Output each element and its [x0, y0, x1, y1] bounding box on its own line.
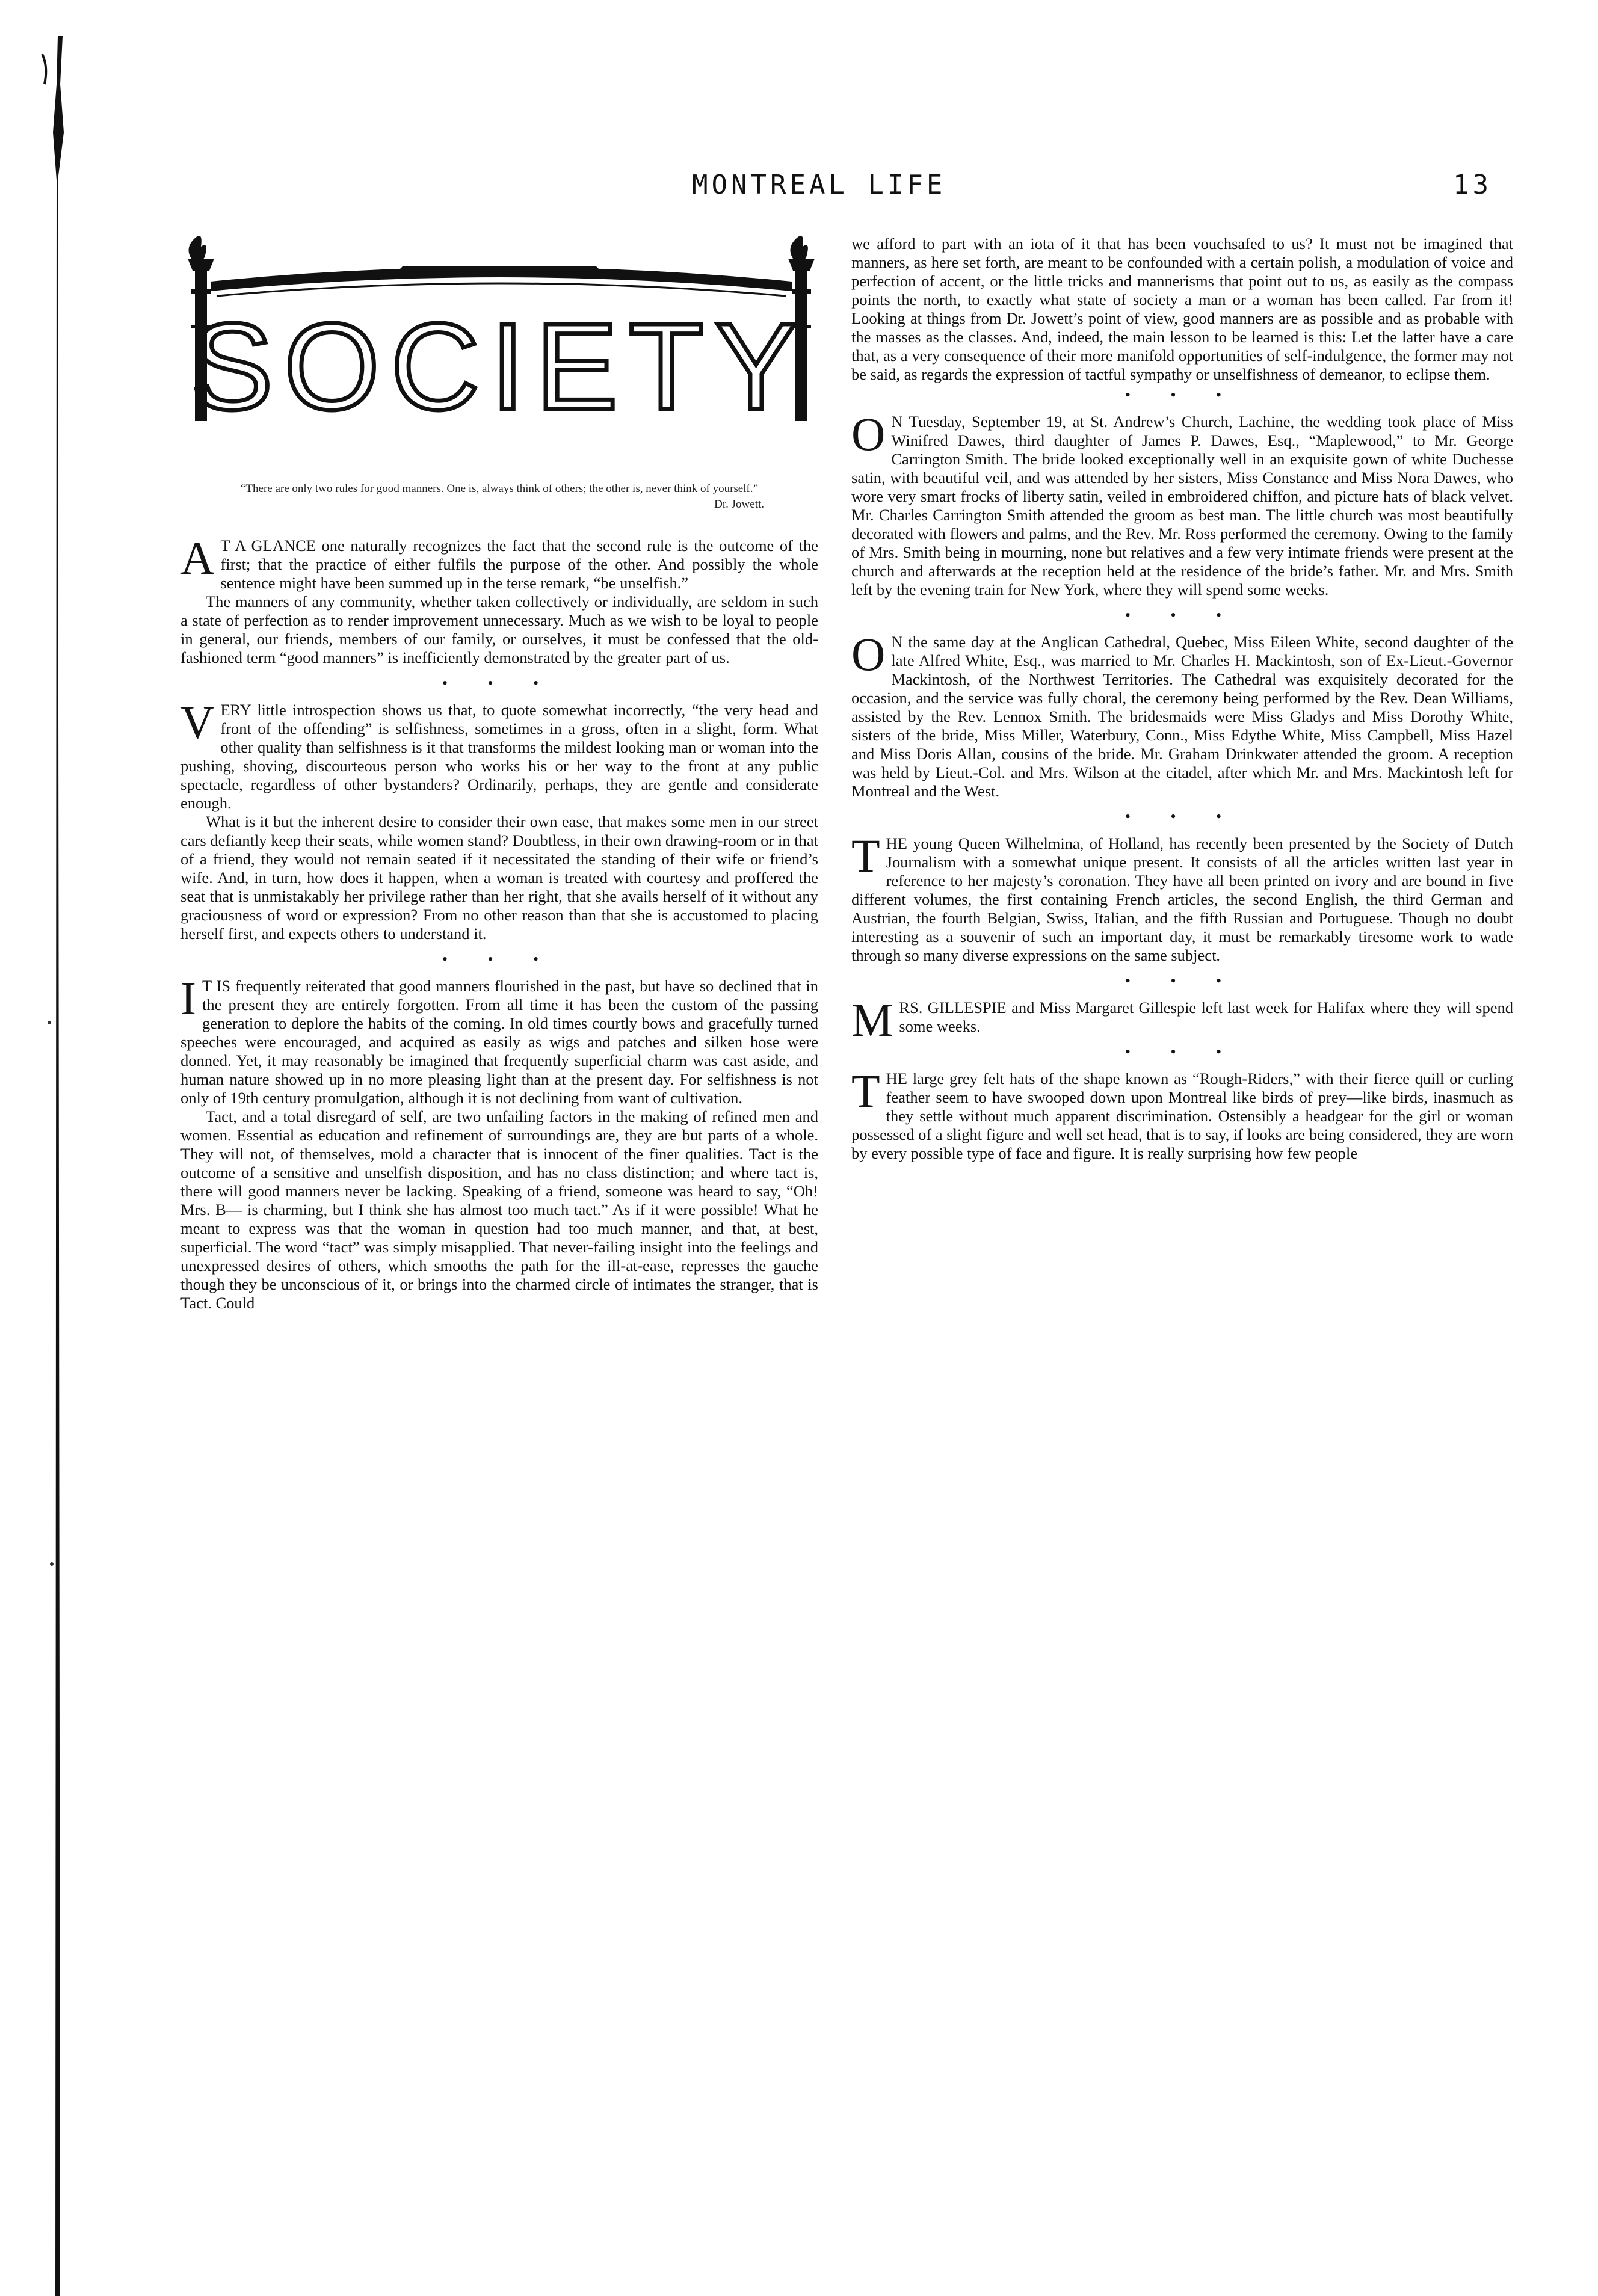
dropcap: O	[851, 408, 886, 460]
dropcap: O	[851, 628, 886, 680]
tact-paragraph: Tact, and a total disregard of self, are two unfailing factors in the making of refined men and women. Essential as education and refinement of surroundings are, they are but parts of a whole. They will not, of themselves, mold a character that is innocent of the finer qualities. Tact is the outcome of a sensitive and unselfish disposition, and has no class distinction; and where tact is, there will good manners never be lacking. Speaking of a friend, someone was heard to say, “Oh! Mrs. B— is charming, but I think she has almost too much tact.” As if it were possible! What he meant to express was that the woman in question had too much manner, and that, at best, superficial. The word “tact” was simply misapplied. That never-failing insight into the feelings and unexpressed desires of others, which smooths the path for the ill-at-ease, represses the gauche though they be unconscious of it, or brings into the charmed circle of intimates the stranger, that is Tact. Could	[180, 1107, 818, 1312]
section-separator: • • •	[442, 674, 557, 692]
dawes-wedding-paragraph: O N Tuesday, September 19, at St. Andrew’s Church, Lachine, the wedding took place of Miss Winifred Dawes, third daughter of James P. Dawes, Esq., “Maplewood,” to Mr. George Carrington Smith. The bride looked exceptionally well in an exquisite gown of white Duchesse satin, with beautiful veil, and was attended by her sisters, Miss Constance and Miss Nora Dawes, who wore very smart frocks of liberty satin, veiled in embroidered chiffon, and picture hats of black velvet. Mr. Charles Carrington Smith attended the groom as best man. The little church was most beautifully decorated with flowers and palms, and the Rev. Mr. Ross performed the ceremony. Owing to the family of Mrs. Smith being in mourning, none but relatives and a few very intimate friends were present at the church and afterwards at the reception held at the residence of the bride’s father. Mr. and Mrs. Smith left by the evening train for New York, where they will spend some weeks.	[851, 408, 1513, 599]
manners-paragraph: The manners of any community, whether taken collectively or individually, are seldom in such a state of perfection as to render improvement unnecessary. Much as we wish to be loyal to people in general, our friends, members of our family, or ourselves, it must be confessed that the old-fashioned term “good manners” is inefficiently demonstrated by the greater part of us.	[180, 592, 818, 666]
page-number: 13	[1453, 170, 1492, 200]
dropcap: M	[851, 994, 893, 1046]
hats-paragraph: THE large grey felt hats of the shape known as “Rough-Riders,” with their fierce quill or curling feather seem to have swooped down upon Montreal like birds of prey—like birds, inasmuch as they settle without much apparent discrimination. Ostensibly a headgear for the girl or woman possessed of a slight figure and well set head, that is to say, if looks are being considered, they are worn by every possible type of face and figure. It is really surprising how few people	[851, 1065, 1513, 1162]
introspection-paragraph: VERY little introspection shows us that, to quote somewhat incorrectly, “the very head and front of the offending” is selfishness, sometimes in a gross, often in a slight, form. What other quality than selfishness is it that transforms the mildest looking man or woman into the pushing, shoving, discourteous person who works his or her way to the front at any public spectacle, regardless of other bystanders? Ordinarily, perhaps, they are gentle and considerate enough.	[180, 696, 818, 812]
left-column	[180, 532, 818, 1313]
society-logo	[180, 229, 818, 433]
wilhelmina-paragraph: THE young Queen Wilhelmina, of Holland, has recently been presented by the Society of Dutch Journalism with a somewhat unique present. It consists of all the articles written last year in reference to her majesty’s coronation. They have all been printed on ivory and are bound in five different volumes, the first containing French articles, the second English, the third German and Austrian, the fourth Belgian, Swiss, Italian, and the fifth Russian and Portuguese. Though no doubt interesting as a souvenir of such an important day, it must be remarkably tiresome work to wade through so many diverse expressions on the same subject.	[851, 829, 1513, 964]
page-binding-edge	[0, 0, 78, 2296]
glance-paragraph: A T A GLANCE one naturally recognizes the fact that the second rule is the outcome of the first; that the practice of either fulfils the purpose of the other. And possibly the whole sentence might have been summed up in the terse remark, “be unselfish.”	[180, 532, 818, 592]
right-column	[851, 235, 1513, 1163]
dropcap: V	[180, 696, 215, 748]
section-separator: • • •	[1124, 606, 1240, 624]
white-wedding-paragraph: O N the same day at the Anglican Cathedral, Quebec, Miss Eileen White, second daughter of the late Alfred White, Esq., was married to Mr. Charles H. Mackintosh, son of Ex-Lieut.-Governor Mackintosh, of the Northwest Territories. The Cathedral was exquisitely decorated for the occasion, and the service was fully choral, the ceremony being performed by the Rev. Dean Williams, assisted by the Rev. Lennox Smith. The bridesmaids were Miss Gladys and Miss Dorothy White, sisters of the bride, Miss Miller, Waterbury, Conn., Miss Edythe White, Miss Campbell, Miss Hazel and Miss Doris Allan, cousins of the bride. Mr. Graham Drinkwater attended the groom. A reception was held by Lieut.-Col. and Mrs. Wilson at the citadel, after which Mr. and Mrs. Mackintosh left for Montreal and the West.	[851, 628, 1513, 800]
dropcap: T	[851, 1065, 880, 1117]
logo-wordmark: SOCIETY	[191, 298, 808, 433]
section-separator: • • •	[1124, 1043, 1240, 1060]
section-separator: • • •	[442, 950, 557, 968]
section-separator: • • •	[1124, 972, 1240, 989]
epigraph	[199, 481, 800, 512]
section-separator: • • •	[1124, 808, 1240, 825]
dropcap: A	[180, 532, 215, 584]
publication-title: MONTREAL LIFE	[692, 170, 946, 200]
running-header	[692, 170, 1504, 206]
dropcap: I	[180, 972, 196, 1024]
continuation-paragraph: we afford to part with an iota of it that has been vouchsafed to us? It must not be imagined that manners, as here set forth, are meant to be confounded with a certain polish, a modulation of voice and perfection of accent, or the little tricks and mannerisms that point out to us, as easily as the compass points the north, to exactly what state of society a man or a woman has been called. Far from it! Looking at things from Dr. Jowett’s point of view, good manners are as possible and as probable with the masses as the classes. And, indeed, the main lesson to be learned is this: Let the latter have a care that, as a very consequence of their more manifold opportunities of self-indulgence, the former may not be said, as regards the expression of tactful sympathy or unselfishness of demeanor, to eclipse them.	[851, 235, 1513, 383]
epigraph-text: “There are only two rules for good manners. One is, always think of others; the other is, never think of yourself.”	[240, 482, 759, 495]
dropcap: T	[851, 829, 880, 882]
past-paragraph: I T IS frequently reiterated that good manners flourished in the past, but have so declined that in the present they are entirely forgotten. From all time it has been the custom of the passing generation to deplore the habits of the coming. In old times courtly bows and gracefully turned speeches were encouraged, and acquired as easily as wigs and patches and silken hose were donned. Yet, it may reasonably be imagined that frequently superficial charm was cast aside, and human nature showed up in no more pleasing light than at the present day. For selfishness is not only of 19th century promulgation, although it is not declining from want of cultivation.	[180, 972, 818, 1107]
gillespie-paragraph: MRS. GILLESPIE and Miss Margaret Gillespie left last week for Halifax where they will spend some weeks.	[851, 994, 1513, 1046]
ease-paragraph: What is it but the inherent desire to consider their own ease, that makes some men in our street cars defiantly keep their seats, while women stand? Doubtless, in their own drawing-room or in that of a friend, they would not remain seated if it necessitated the standing of their wife or friend’s wife. And, in turn, how does it happen, when a woman is treated with courtesy and proffered the seat that is unmistakably her privilege rather than her right, that she avails herself of it without any graciousness of word or expression? From no other reason than that she is accustomed to placing herself first, and expects others to understand it.	[180, 813, 818, 943]
epigraph-attribution: – Dr. Jowett.	[705, 498, 764, 511]
section-separator: • • •	[1124, 386, 1240, 404]
